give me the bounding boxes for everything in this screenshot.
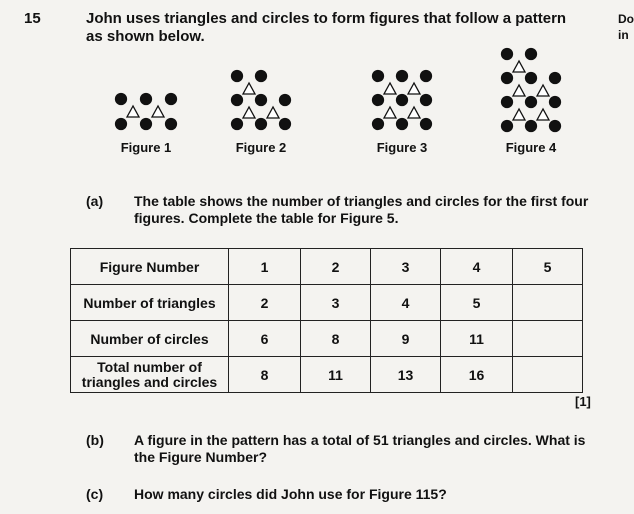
table-cell: 2 [229, 285, 301, 321]
table-row [71, 321, 583, 357]
table-header-cell: Figure Number [71, 249, 229, 285]
figure-2-label: Figure 2 [235, 140, 287, 155]
pattern-table [70, 248, 583, 393]
table-row-label: Number of triangles [71, 285, 229, 321]
figure-1-label: Figure 1 [120, 140, 172, 155]
figure-1-shape [116, 94, 177, 130]
table-cell: 13 [371, 357, 441, 393]
table-header-cell: 2 [301, 249, 371, 285]
table-row-label: Total number of triangles and circles [71, 357, 229, 393]
table-cell: 11 [301, 357, 371, 393]
part-a-label: (a) [86, 193, 104, 209]
table-cell: 8 [229, 357, 301, 393]
table-header-cell: 4 [441, 249, 513, 285]
margin-text-2: in [618, 28, 629, 42]
table-row [71, 357, 583, 393]
answer-cell-total[interactable] [513, 357, 583, 393]
figure-2-shape [232, 71, 291, 130]
table-cell: 11 [441, 321, 513, 357]
answer-cell-circles[interactable] [513, 321, 583, 357]
table-cell: 8 [301, 321, 371, 357]
figure-4-label: Figure 4 [505, 140, 557, 155]
table-cell: 3 [301, 285, 371, 321]
question-number: 15 [24, 10, 41, 27]
table-header-row [71, 249, 583, 285]
table-cell: 4 [371, 285, 441, 321]
part-a-text: The table shows the number of triangles and circles for the first four figures. Complete the table for Figure 5. [134, 193, 589, 226]
margin-text-1: Do [618, 12, 634, 26]
table-cell: 9 [371, 321, 441, 357]
table-cell: 5 [441, 285, 513, 321]
figure-3-label: Figure 3 [376, 140, 428, 155]
table-row-label: Number of circles [71, 321, 229, 357]
answer-cell-triangles[interactable] [513, 285, 583, 321]
table-cell: 6 [229, 321, 301, 357]
question-stem: John uses triangles and circles to form figures that follow a pattern as shown below. [86, 10, 567, 45]
marks-label: [1] [575, 394, 591, 409]
part-c-label: (c) [86, 486, 104, 502]
table-header-cell: 5 [513, 249, 583, 285]
table-header-cell: 3 [371, 249, 441, 285]
part-b-label: (b) [86, 432, 104, 448]
figure-4-shape [502, 49, 561, 132]
table-header-cell: 1 [229, 249, 301, 285]
table-row [71, 285, 583, 321]
figure-3-shape [373, 71, 432, 130]
part-b-text: A figure in the pattern has a total of 51 triangles and circles. What is the Figure Number? [134, 432, 586, 465]
part-c-text: How many circles did John use for Figure 115? [134, 486, 447, 502]
table-cell: 16 [441, 357, 513, 393]
